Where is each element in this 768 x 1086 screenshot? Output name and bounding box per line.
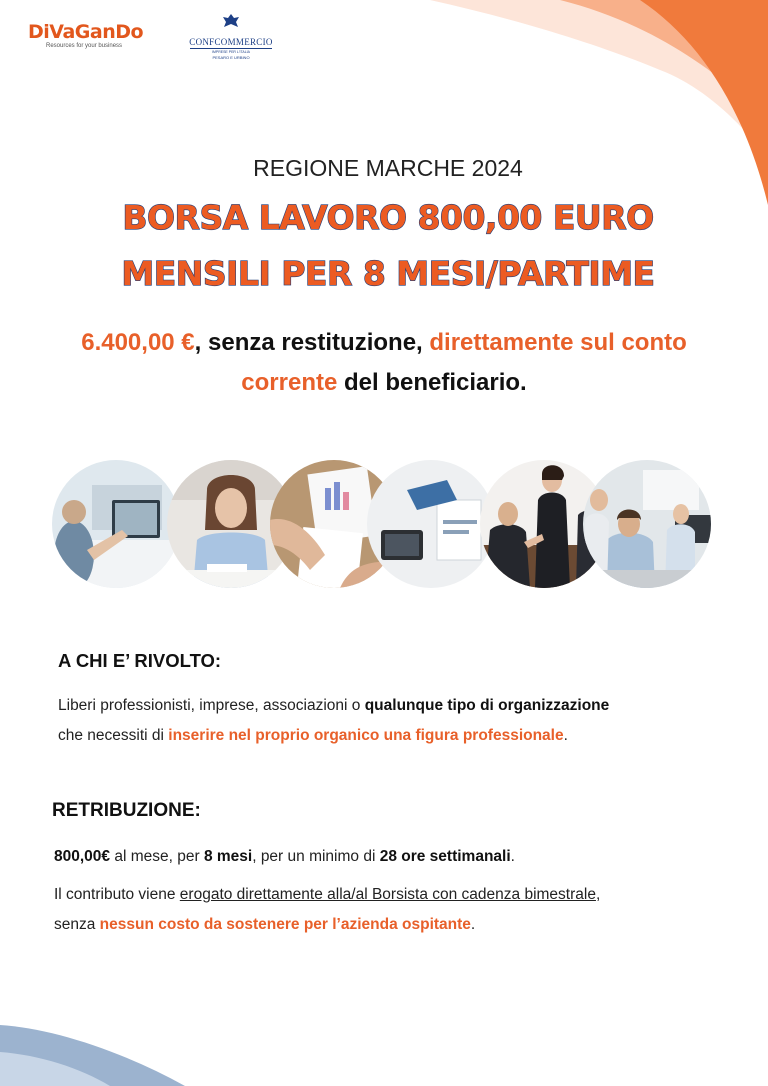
subheadline-amount: 6.400,00 € — [81, 329, 195, 356]
salary-line-1: 800,00€ al mese, per 8 mesi, per un minimo di 28 ore settimanali. — [54, 848, 515, 865]
tablet-desk-photo — [367, 460, 495, 588]
confcommercio-logo — [184, 12, 278, 60]
subheadline-line-1: 6.400,00 €, senza restituzione, direttamente sul conto — [81, 329, 687, 356]
divagando-logo-word: DiVaGanDo — [28, 21, 144, 43]
target-section-title: A CHI E’ RIVOLTO: — [58, 650, 222, 671]
subheadline-line-2: corrente del beneficiario. — [241, 369, 527, 396]
salary-line-2: Il contributo viene erogato direttamente alla/al Borsista con cadenza bimestrale, senza nessun costo da sostenere per l’azienda ospitante. — [54, 886, 601, 933]
divagando-logo — [28, 21, 144, 58]
target-section-text: Liberi professionisti, imprese, associazioni o qualunque tipo di organizzazione che necessiti di inserire nel proprio organico una figura professionale. — [58, 697, 610, 744]
headline-line-1: BORSA LAVORO 800,00 EURO — [122, 198, 654, 237]
office-laptop-photo — [52, 460, 180, 588]
confcommercio-logo-sub: IMPRESE PER L'ITALIA — [212, 50, 250, 54]
confcommercio-logo-city: PESARO E URBINO — [212, 55, 250, 60]
salary-section-title: RETRIBUZIONE: — [52, 800, 201, 821]
region-title: REGIONE MARCHE 2024 — [253, 155, 523, 181]
headline-line-2: MENSILI PER 8 MESI/PARTIME — [121, 254, 655, 293]
confcommercio-logo-name: CONFCOMMERCIO — [189, 37, 273, 47]
eagle-emblem-icon — [221, 12, 241, 32]
team-office-photo — [583, 460, 711, 588]
divagando-logo-tagline: Resources for your business — [46, 43, 123, 49]
